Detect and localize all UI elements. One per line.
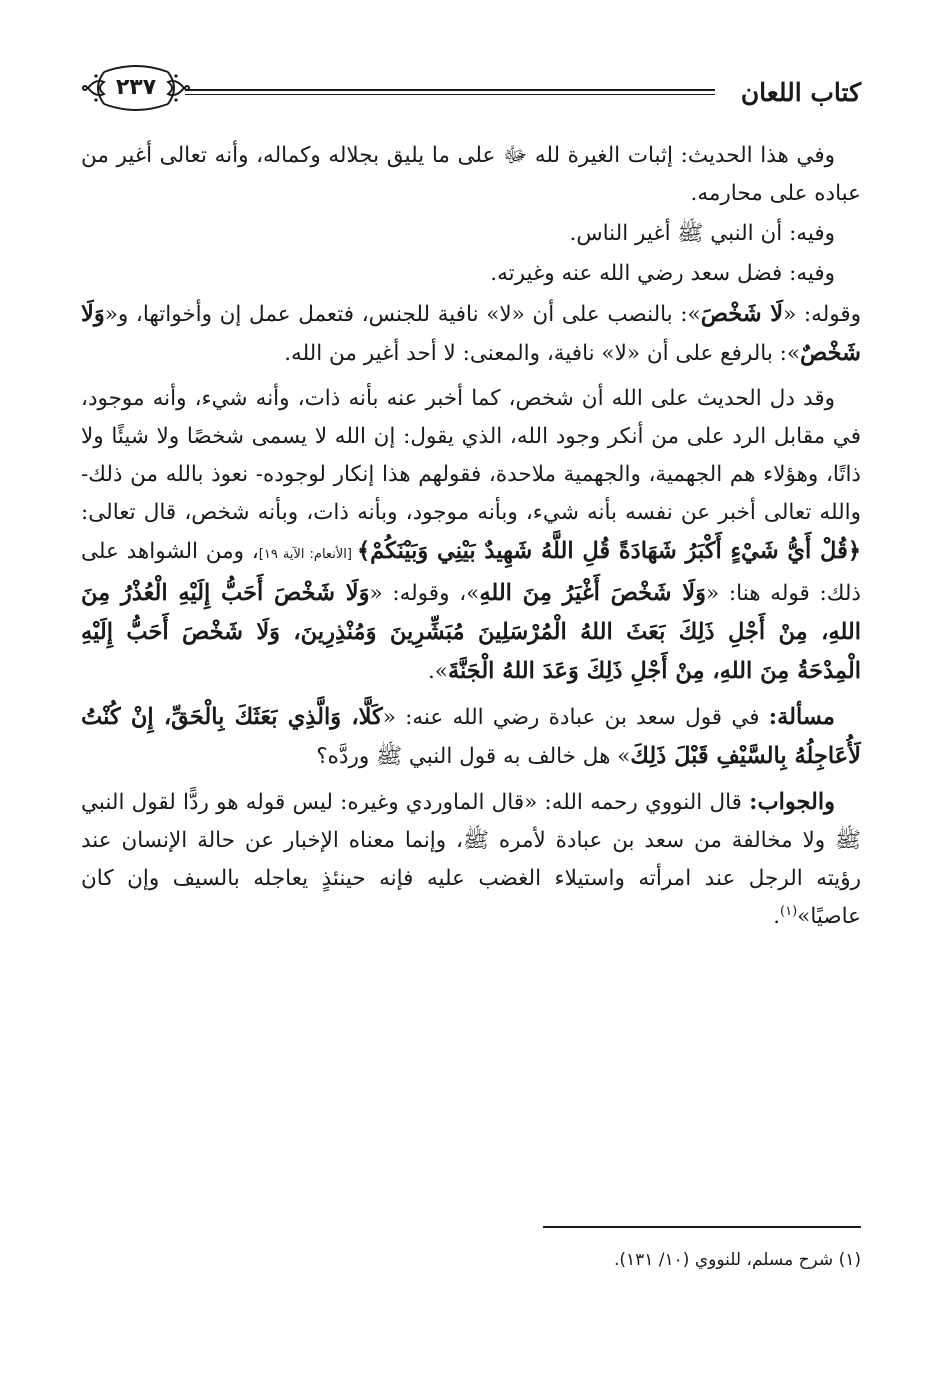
paragraph-shakhs-proof <box>81 380 861 691</box>
main-text <box>81 137 861 943</box>
hadith-phrase: وَلَا شَخْصٌ <box>81 301 861 366</box>
text-run: في قول سعد بن عبادة رضي الله عنه: « <box>382 705 769 730</box>
hadith-phrase: لَا شَخْصَ <box>700 301 784 327</box>
page-number: ٢٣٧ <box>115 75 157 100</box>
text-run: قال النووي رحمه الله: «قال الماوردي وغيره: ليس قوله هو ردًّا لقول النبي ﷺ ولا مخالفة من سعد بن عبادة لأمره ﷺ، وإنما معناه الإخبار عن حالة الإنسان عند رؤيته الرجل عند امرأته واستيلاء الغضب عليه فإنه حينئذٍ يعاجله بالسيف وإن كان عاصيًا» <box>81 790 861 929</box>
verse-citation: [الأنعام: الآية ١٩] <box>258 547 357 562</box>
paragraph-ghira: وفي هذا الحديث: إثبات الغيرة لله ﷻ على ما يليق بجلاله وكماله، وأنه تعالى أغير من عباده على محارمه. <box>81 143 861 206</box>
text-run: »، وقوله: « <box>369 581 480 606</box>
text-run: . <box>773 904 781 929</box>
paragraph-question <box>81 698 861 776</box>
paragraph-answer <box>81 783 861 936</box>
text-run: »: بالرفع على أن «لا» نافية، والمعنى: لا أحد أغير من الله. <box>284 341 801 366</box>
text-run: » هل خالف به قول النبي ﷺ وردَّه؟ <box>316 744 631 769</box>
paragraph-prophet: وفيه: أن النبي ﷺ أغير الناس. <box>569 221 835 246</box>
answer-label: والجواب: <box>749 789 835 815</box>
footnote-reference[interactable]: (١) <box>780 903 798 919</box>
hadith-phrase: وَلَا شَخْصَ أَغْيَرُ مِنَ اللهِ <box>479 580 706 606</box>
paragraph-saad: وفيه: فضل سعد رضي الله عنه وغيرته. <box>490 261 835 286</box>
question-label: مسألة: <box>768 704 835 730</box>
quran-verse: ﴿قُلْ أَيُّ شَيْءٍ أَكْبَرُ شَهَادَةً قُلِ اللَّهُ شَهِيدٌ بَيْنِي وَبَيْنَكُمْ﴾ <box>356 538 862 564</box>
footnote: (١) شرح مسلم، للنووي (١٠/ ١٣١). <box>613 1250 861 1270</box>
running-head: كتاب اللعان <box>740 78 861 107</box>
hadith-phrase: وَلَا شَخْصَ أَحَبُّ إِلَيْهِ الْعُذْرُ مِنَ اللهِ، مِنْ أَجْلِ ذَلِكَ بَعَثَ اللهُ الْمُرْسَلِينَ مُبَشِّرِينَ وَمُنْذِرِينَ، وَلَا شَخْصَ أَحَبُّ إِلَيْهِ الْمِدْحَةُ مِنَ اللهِ، مِنْ أَجْلِ ذَلِكَ وَعَدَ اللهُ الْجَنَّةَ <box>81 580 861 684</box>
text-run: ». <box>427 659 448 684</box>
footnote-separator <box>543 1226 861 1228</box>
text-run: »: بالنصب على أن «لا» نافية للجنس، فتعمل عمل إن وأخواتها، و« <box>104 302 701 327</box>
header-rule <box>185 89 715 98</box>
text-run: ، ومن الشواهد على ذلك: قوله هنا: « <box>81 539 861 606</box>
text-run: وقد دل الحديث على الله أن شخص، كما أخبر عنه بأنه ذات، وأنه شيء، وأنه موجود، في مقابل الرد على من أنكر وجود الله، الذي يقول: إن الله لا يسمى شخصًا ولا شيئًا ولا ذاتًا، وهؤلاء هم الجهمية، والجهمية ملاحدة، فقولهم هذا إنكار لوجوده- نعوذ بالله من ذلك- والله تعالى أخبر عن نفسه بأنه شيء، وبأنه موجود، وبأنه ذات، وبأنه شخص، قال تعالى: <box>81 386 861 525</box>
text-run: وقوله: « <box>783 302 862 327</box>
hadith-phrase: كَلَّا، وَالَّذِي بَعَثَكَ بِالْحَقِّ، إِنْ كُنْتُ لَأُعَاجِلُهُ بِالسَّيْفِ قَبْلَ ذَلِكَ <box>81 704 861 769</box>
paragraph-la-shakhsa <box>81 295 861 373</box>
